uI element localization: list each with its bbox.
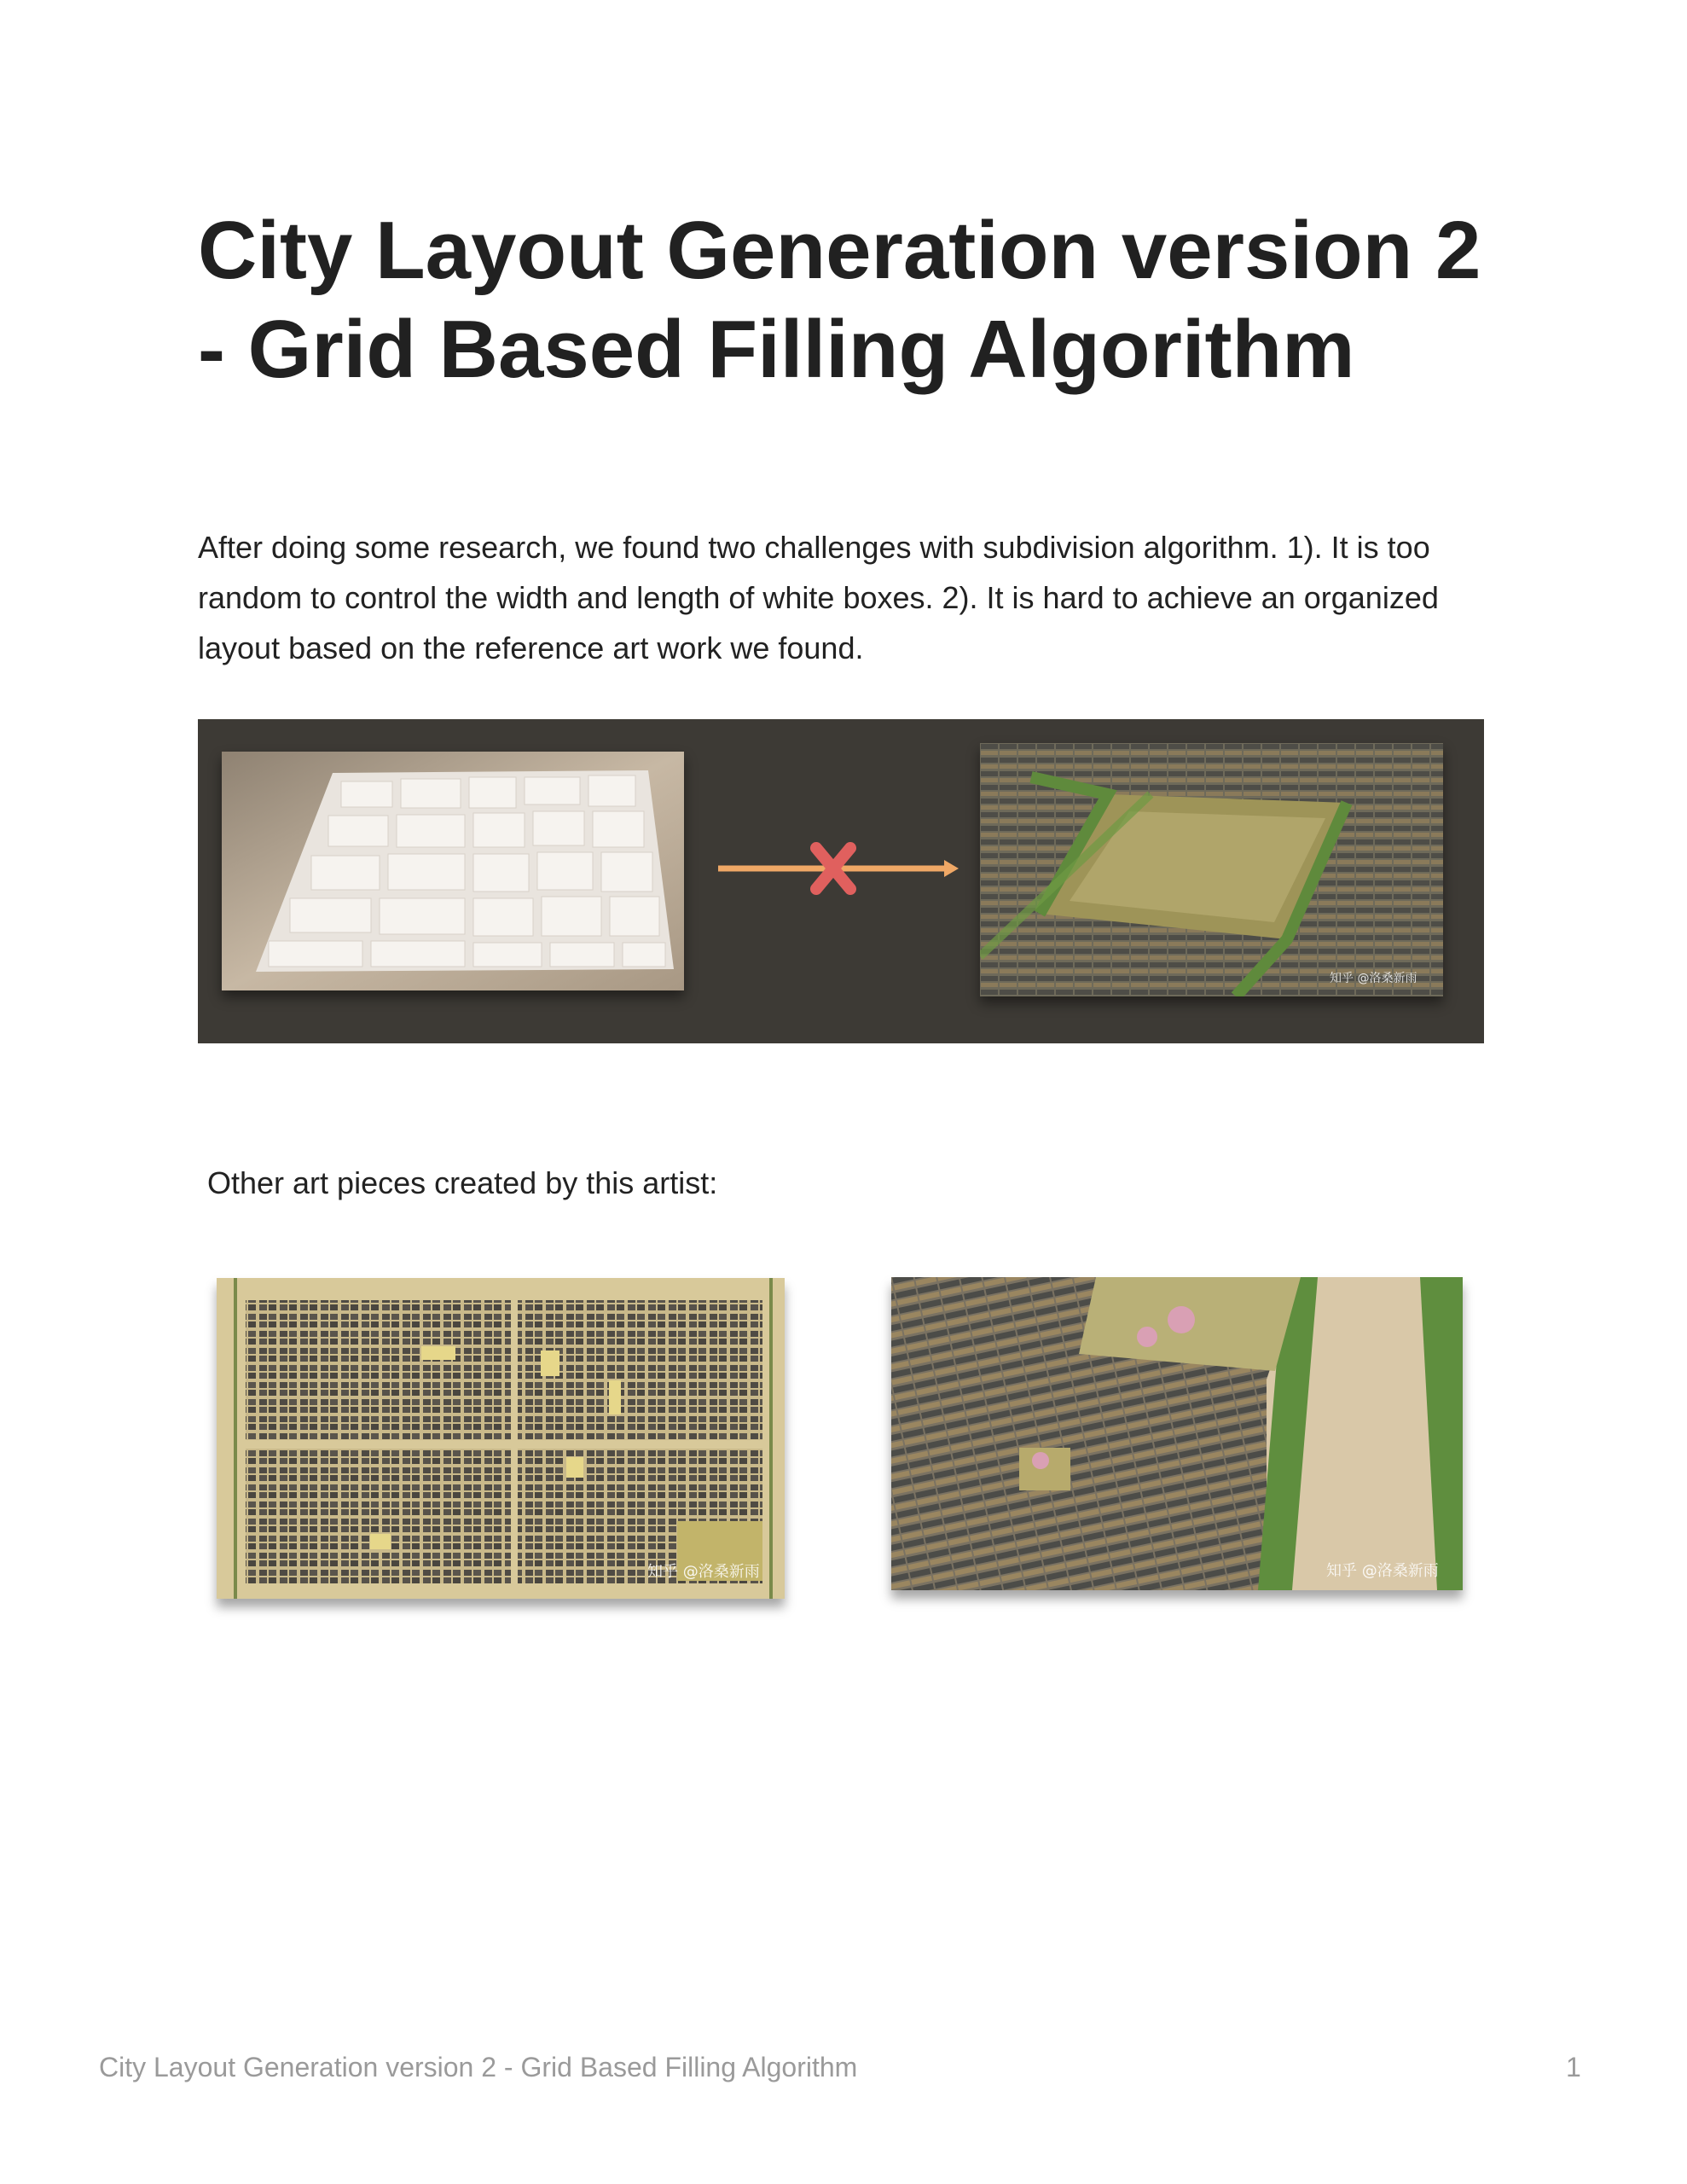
artwork-caption: Other art pieces created by this artist:: [207, 1165, 718, 1200]
page-number: 1: [1566, 2052, 1581, 2082]
reference-watermark: 知乎 @洛桑新雨: [1330, 972, 1417, 985]
reference-artwork-image: [980, 743, 1443, 996]
intro-paragraph: After doing some research, we found two challenges with subdivision algorithm. 1). It is too random to control the width and length of white boxes. 2). It is hard to achieve an organized layout based on the reference art work we found.: [198, 530, 1439, 665]
page-title: City Layout Generation version 2 - Grid Based Filling Algorithm: [198, 205, 1481, 395]
footer-title: City Layout Generation version 2 - Grid Based Filling Algorithm: [99, 2052, 858, 2082]
crossed-arrow-icon: [710, 834, 965, 903]
avenue-city-artwork-image: [891, 1277, 1463, 1590]
grid-city-artwork-image: [217, 1278, 785, 1599]
white-box-model-image: [222, 752, 684, 990]
comparison-figure: [198, 719, 1484, 1043]
second-artwork-watermark: 知乎 @洛桑新雨: [1326, 1562, 1439, 1580]
first-artwork-watermark: 知乎 @洛桑新雨: [647, 1563, 760, 1581]
